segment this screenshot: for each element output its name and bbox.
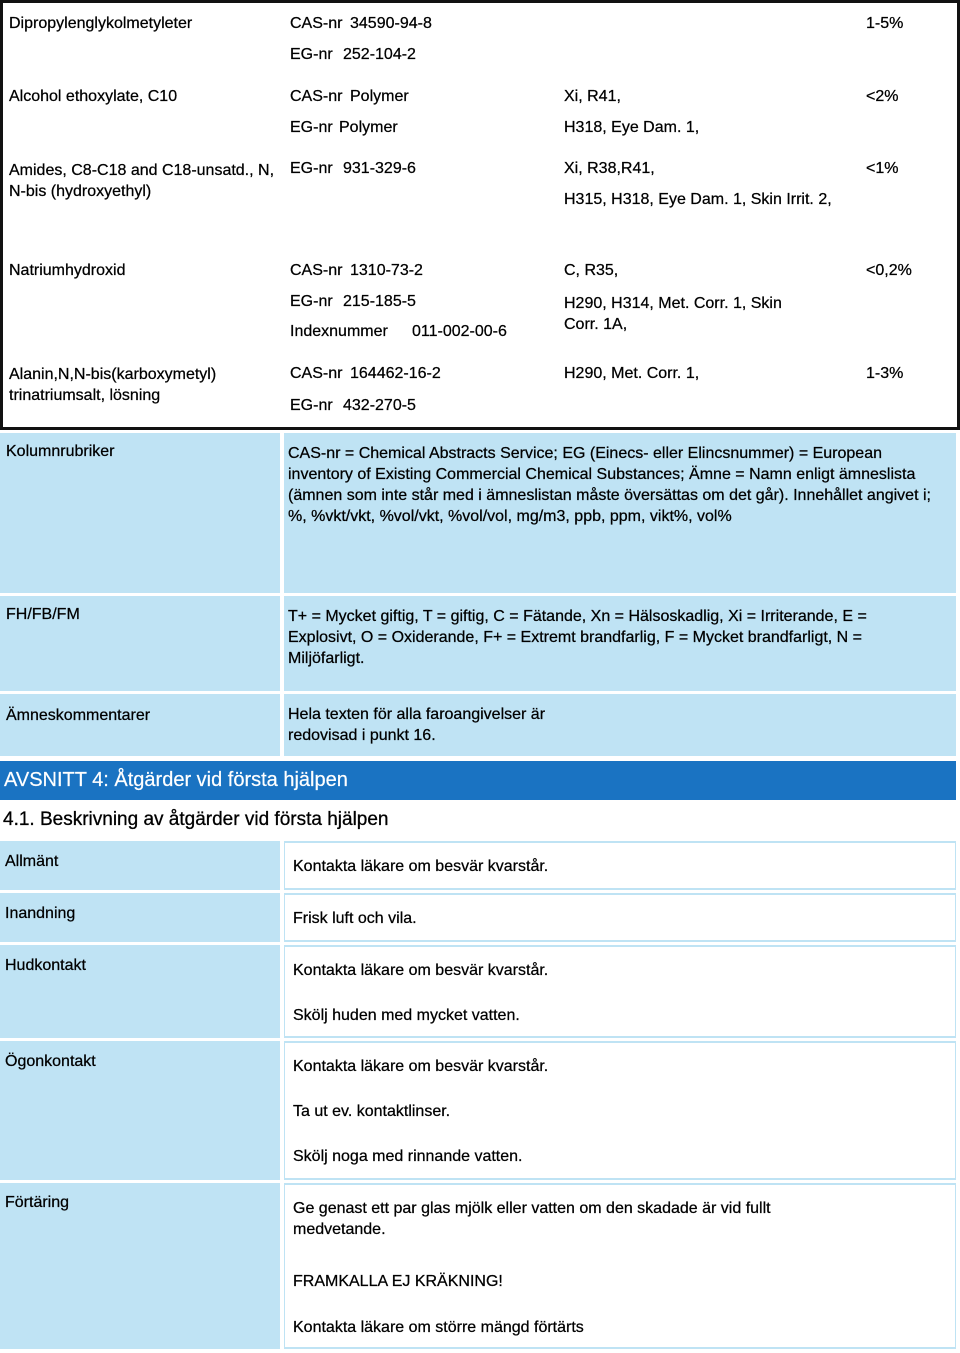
id-label: EG-nr	[290, 46, 333, 63]
classification: H318, Eye Dam. 1,	[564, 119, 700, 136]
first-aid-label: Ögonkontakt	[5, 1053, 96, 1070]
first-aid-text: Ta ut ev. kontaktlinser.	[293, 1103, 451, 1120]
first-aid-text: Kontakta läkare om besvär kvarstår.	[293, 1058, 549, 1075]
classification: Xi, R41,	[564, 88, 621, 105]
id-value: 1310-73-2	[350, 262, 423, 279]
info-label: Kolumnrubriker	[6, 443, 115, 460]
first-aid-label: Allmänt	[5, 853, 59, 870]
info-text: Hela texten för alla faroangivelser är redovisad i punkt 16.	[288, 706, 546, 744]
info-text: T+ = Mycket giftig, T = giftig, C = Fätande, Xn = Hälsoskadlig, Xi = Irriterande, E = Explosivt, O = Oxiderande, F+ = Extremt brandfarlig, F = Mycket brandfarligt, N = Miljöfarligt.	[288, 608, 867, 667]
classification: H290, Met. Corr. 1,	[564, 365, 700, 382]
concentration: <2%	[866, 88, 899, 105]
id-value: 011-002-00-6	[412, 323, 507, 340]
first-aid-text: Kontakta läkare om besvär kvarstår.	[293, 962, 549, 979]
id-label: CAS-nr	[290, 88, 343, 105]
id-value: 432-270-5	[343, 397, 416, 414]
first-aid-label: Hudkontakt	[5, 957, 86, 974]
first-aid-text: Kontakta läkare om besvär kvarstår.	[293, 858, 549, 875]
classification: H290, H314, Met. Corr. 1, Skin Corr. 1A,	[564, 295, 782, 333]
concentration: <0,2%	[866, 262, 912, 279]
info-label-cell	[0, 694, 280, 756]
info-text: CAS-nr = Chemical Abstracts Service; EG (Einecs- eller Elincsnummer) = European inventory of Existing Commercial Chemical Substances; Ämne = Namn enligt ämneslista (ämnen som inte står med i ämneslistan måste översättas om det går). Innehållet angivet i; %, %vkt/vkt, %vol/vkt, %vol/vol, mg/m3, ppb, ppm, vikt%, vol%	[288, 445, 931, 525]
section-title: AVSNITT 4: Åtgärder vid första hjälpen	[4, 769, 348, 791]
classification: H315, H318, Eye Dam. 1, Skin Irrit. 2,	[564, 191, 832, 208]
first-aid-text: FRAMKALLA EJ KRÄKNING!	[293, 1273, 503, 1290]
section-header	[0, 761, 956, 800]
classification: Xi, R38,R41,	[564, 160, 655, 177]
first-aid-text: Skölj noga med rinnande vatten.	[293, 1148, 523, 1165]
substance-name: Amides, C8-C18 and C18-unsatd., N, N-bis (hydroxyethyl)	[9, 162, 275, 200]
substance-name: Alcohol ethoxylate, C10	[9, 88, 178, 105]
classification: C, R35,	[564, 262, 619, 279]
first-aid-text: Ge genast ett par glas mjölk eller vatten om den skadade är vid fullt medvetande.	[293, 1200, 771, 1238]
first-aid-text: Kontakta läkare om större mängd förtärts	[293, 1319, 584, 1336]
id-value: 252-104-2	[343, 46, 416, 63]
subsection-title: 4.1. Beskrivning av åtgärder vid första hjälpen	[3, 809, 389, 830]
id-label: Indexnummer	[290, 323, 388, 340]
info-label: Ämneskommentarer	[6, 707, 151, 724]
id-value: Polymer	[350, 88, 409, 105]
first-aid-label: Förtäring	[5, 1194, 70, 1211]
id-value: 34590-94-8	[350, 15, 432, 32]
concentration: 1-5%	[866, 15, 904, 32]
id-value: 215-185-5	[343, 293, 416, 310]
id-label: EG-nr	[290, 293, 333, 310]
substance-name: Dipropylenglykolmetyleter	[9, 15, 193, 32]
concentration: 1-3%	[866, 365, 904, 382]
id-value: Polymer	[339, 119, 398, 136]
first-aid-label: Inandning	[5, 905, 76, 922]
first-aid-text: Frisk luft och vila.	[293, 910, 417, 927]
substance-name: Natriumhydroxid	[9, 262, 126, 279]
id-value: 931-329-6	[343, 160, 416, 177]
substance-name: Alanin,N,N-bis(karboxymetyl) trinatriumsalt, lösning	[9, 366, 217, 404]
id-label: CAS-nr	[290, 365, 343, 382]
first-aid-text: Skölj huden med mycket vatten.	[293, 1007, 520, 1024]
info-label: FH/FB/FM	[6, 606, 80, 623]
id-label: CAS-nr	[290, 262, 343, 279]
concentration: <1%	[866, 160, 899, 177]
id-label: EG-nr	[290, 119, 333, 136]
id-label: EG-nr	[290, 397, 333, 414]
id-label: CAS-nr	[290, 15, 343, 32]
id-label: EG-nr	[290, 160, 333, 177]
id-value: 164462-16-2	[350, 365, 441, 382]
